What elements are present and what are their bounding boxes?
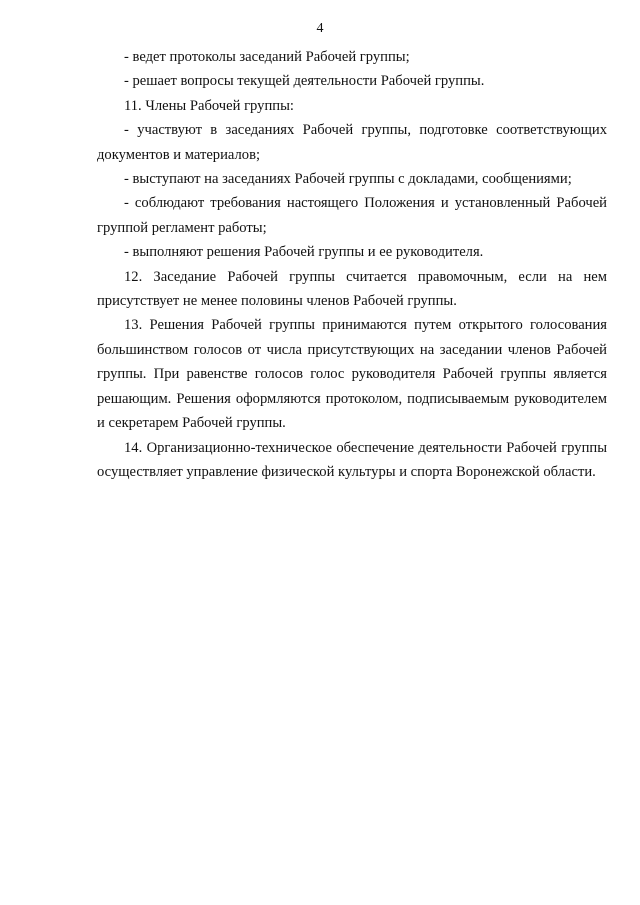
paragraph-technical-support: 14. Организационно-техническое обеспечение деятельности Рабочей группы осуществляет управление физической культуры и спорта Воронежской области.	[97, 439, 607, 480]
paragraph-execute-decisions: - выполняют решения Рабочей группы и ее руководителя.	[124, 244, 484, 261]
page-number: 4	[316, 21, 324, 36]
paragraph-reports: - выступают на заседаниях Рабочей группы с докладами, сообщениями;	[124, 171, 572, 188]
paragraph-participate: - участвуют в заседаниях Рабочей группы, подготовке соответствующих документов и материалов;	[97, 122, 607, 163]
document-body	[97, 45, 607, 484]
paragraph-compliance: - соблюдают требования настоящего Положения и установленный Рабочей группой регламент работы;	[97, 195, 607, 236]
paragraph-current-activity: - решает вопросы текущей деятельности Рабочей группы.	[124, 73, 485, 90]
paragraph-quorum: 12. Заседание Рабочей группы считается правомочным, если на нем присутствует не менее половины членов Рабочей группы.	[97, 268, 607, 310]
paragraph-members-heading: 11. Члены Рабочей группы:	[124, 97, 294, 114]
paragraph-minutes: - ведет протоколы заседаний Рабочей группы;	[124, 49, 410, 65]
paragraph-voting: 13. Решения Рабочей группы принимаются путем открытого голосования большинством голосов от числа присутствующих на заседании членов Рабочей группы. При равенстве голосов голос руководителя Рабочей группы является решающим. Решения оформляются протоколом, подписываемым руководителем и секретарем Рабочей группы.	[97, 317, 607, 432]
